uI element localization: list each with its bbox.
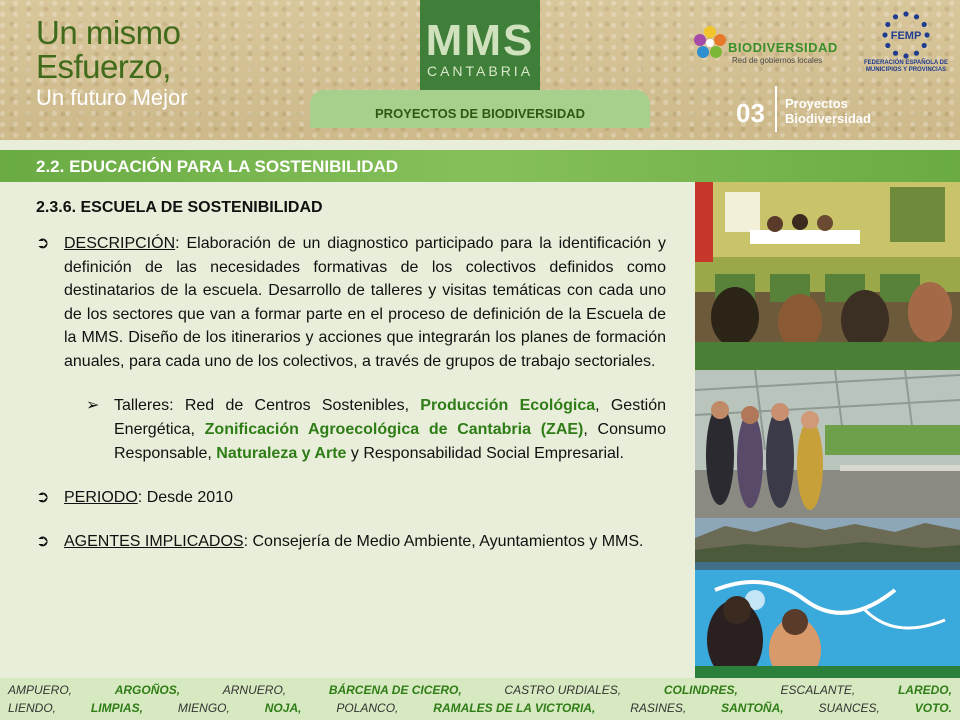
femp-line-1: FEDERACIÓN ESPAÑOLA DE — [863, 60, 948, 66]
femp-logo — [856, 10, 956, 80]
talleres-text-3: , Consumo Responsable, — [114, 421, 667, 462]
arrow-bullet-icon: ➲ — [36, 489, 50, 506]
municipality-name: ESCALANTE, — [780, 683, 856, 697]
municipality-name: NOJA, — [264, 701, 302, 715]
biodiversidad-logo — [688, 18, 848, 68]
agentes-label: AGENTES IMPLICADOS — [64, 532, 244, 550]
section-number: 03 — [736, 98, 765, 128]
mms-logo-main: MMS — [425, 16, 535, 65]
municipality-name: LIMPIAS, — [90, 701, 143, 715]
section-tab: PROYECTOS DE BIODIVERSIDAD — [310, 90, 650, 128]
eu-stars-icon — [881, 10, 931, 60]
mural-photo — [695, 570, 960, 678]
slogan-line-3: Un futuro Mejor — [36, 85, 188, 110]
mms-cantabria-logo — [420, 0, 540, 90]
municipality-name: BÁRCENA DE CICERO, — [328, 683, 462, 697]
municipality-name: LAREDO, — [897, 683, 952, 697]
footer-row-1 — [8, 681, 952, 699]
municipality-name: ARGOÑOS, — [114, 683, 181, 697]
municipality-name: POLANCO, — [336, 701, 399, 715]
page-title: 2.2. EDUCACIÓN PARA LA SOSTENIBILIDAD — [36, 157, 399, 176]
municipality-name: RASINES, — [630, 701, 687, 715]
greenhouse-photo — [695, 370, 960, 518]
municipality-name: AMPUERO, — [8, 683, 73, 697]
title-bar — [0, 150, 960, 182]
descripcion-bullet — [36, 232, 666, 373]
section-divider — [775, 86, 777, 132]
chevron-bullet-icon: ➢ — [86, 397, 100, 414]
municipalities-footer — [0, 678, 960, 720]
municipality-name: COLINDRES, — [663, 683, 738, 697]
slogan — [36, 16, 188, 111]
subsection-title: 2.3.6. ESCUELA DE SOSTENIBILIDAD — [36, 199, 323, 216]
agentes-text: : Consejería de Medio Ambiente, Ayuntamientos y MMS. — [243, 532, 644, 550]
main-content — [36, 190, 666, 553]
descripcion-text: : Elaboración de un diagnostico participado para la identificación y definición de las necesidades formativas de los colectivos definidos como destinatarios de la escuela. Desarrollo de talleres y visitas temáticas con cada uno de los sectores que van a formar parte en el proceso de definición de la Escuela de la MMS. Diseño de los itinerarios y acciones que integrarán los planes de formación anuales, para cada uno de los colectivos, a través de grupos de trabajo sectoriales. — [64, 235, 666, 370]
municipality-name: MIENGO, — [177, 701, 230, 715]
municipality-name: ARNUERO, — [222, 683, 287, 697]
slogan-line-2: Esfuerzo, — [36, 48, 171, 85]
section-name — [785, 96, 871, 126]
periodo-label: PERIODO — [64, 489, 138, 506]
agentes-bullet — [36, 530, 666, 554]
talleres-text-2: , Gestión Energética, — [114, 397, 666, 438]
talleres-bullet — [86, 394, 666, 466]
arrow-bullet-icon: ➲ — [36, 235, 50, 252]
periodo-text: : Desde 2010 — [137, 489, 233, 506]
municipality-name: SUANCES, — [818, 701, 880, 715]
section-name-line-1: Proyectos — [785, 96, 848, 111]
municipality-name: RAMALES DE LA VICTORIA, — [433, 701, 596, 715]
biodiversidad-sub: Red de gobiernos locales — [732, 56, 823, 65]
periodo-bullet — [36, 486, 666, 510]
mms-logo-sub: CANTABRIA — [426, 63, 534, 79]
municipality-name: SANTOÑA, — [721, 701, 784, 715]
flower-icon — [692, 24, 728, 60]
femp-line-2: MUNICIPIOS Y PROVINCIAS — [865, 67, 947, 73]
descripcion-label: DESCRIPCIÓN — [64, 235, 176, 252]
photo-column — [695, 182, 960, 678]
slogan-line-1: Un mismo — [36, 14, 181, 51]
biodiversidad-name: BIODIVERSIDAD — [728, 40, 838, 55]
municipality-name: CASTRO URDIALES, — [504, 683, 622, 697]
municipality-name: VOTO. — [914, 701, 952, 715]
municipality-name: LIENDO, — [8, 701, 57, 715]
arrow-bullet-icon: ➲ — [36, 532, 50, 550]
talleres-text-4: y Responsabilidad Social Empresarial. — [346, 445, 624, 462]
talleres-highlight-2: Zonificación Agroecológica de Cantabria (ZAE) — [204, 421, 584, 438]
footer-row-2 — [8, 699, 952, 717]
talleres-text-1: Talleres: Red de Centros Sostenibles, — [114, 397, 421, 414]
talleres-highlight-3: Naturaleza y Arte — [216, 445, 347, 462]
classroom-photo — [695, 182, 960, 370]
section-name-line-2: Biodiversidad — [785, 111, 871, 126]
talleres-highlight-1: Producción Ecológica — [420, 397, 596, 414]
header — [0, 0, 960, 140]
coast-photo — [695, 518, 960, 570]
femp-name: FEMP — [890, 30, 922, 42]
